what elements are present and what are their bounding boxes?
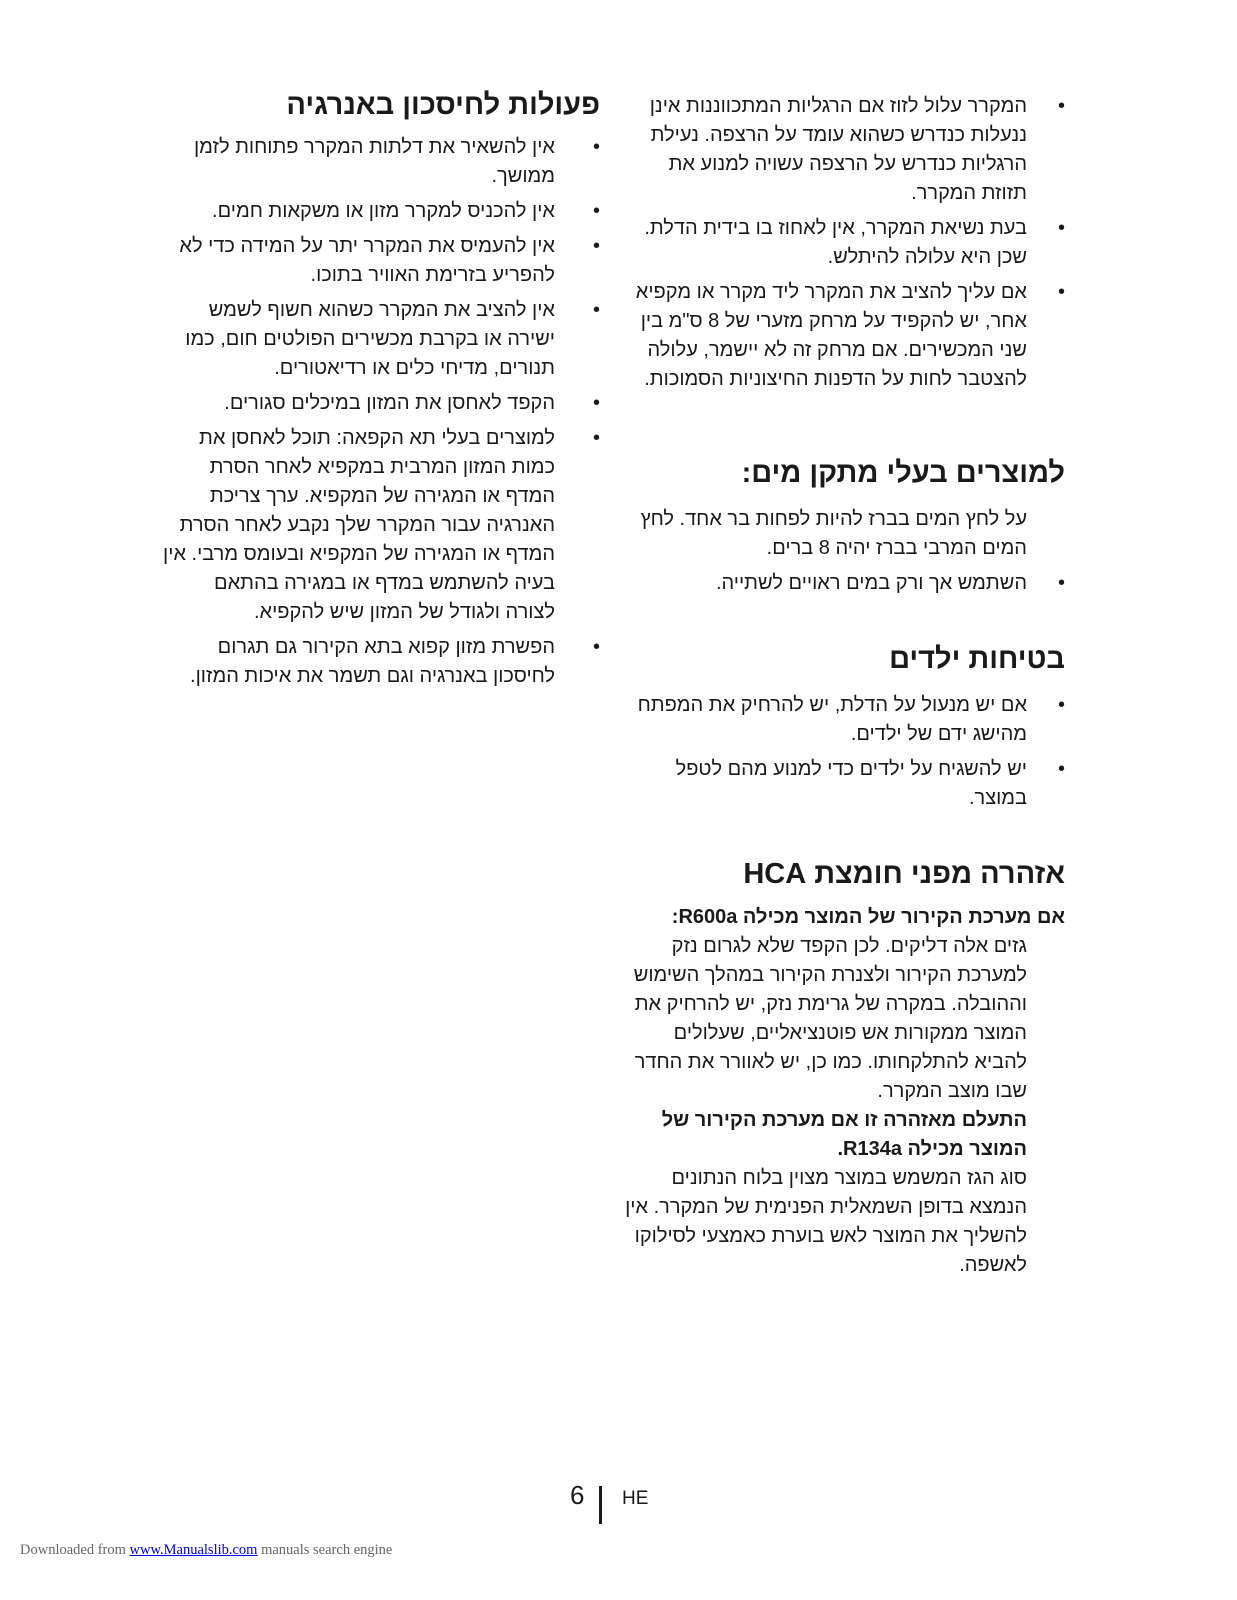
water-pressure-paragraph: על לחץ המים בברז להיות לפחות בר אחד. לחץ המים המרבי בברז יהיה 8 ברים. <box>640 507 1027 559</box>
energy-saving-list <box>160 133 600 691</box>
gas-type-paragraph: סוג הגז המשמש במוצר מצוין בלוח הנתונים הנמצא בדופן השמאלית הפנימית של המקרר. אין להשליך את המוצר לאש בוערת כאמצעי לסילוקו לאשפה. <box>625 1167 1027 1277</box>
list-item: • אין להכניס למקרר מזון או משקאות חמים. <box>160 197 555 226</box>
list-item: • אם עליך להציב את המקרר ליד מקרר או מקפיא אחר, יש להקפיד על מרחק מזערי של 8 ס"מ בין שני המכשירים. אם מרחק זה לא יישמר, עלולה להצטבר לחות על הדפנות החיצוניות הסמוכות. <box>625 278 1027 394</box>
hca-warning-heading: אזהרה מפני חומצת HCA <box>743 857 1065 890</box>
list-item: • אין להשאיר את דלתות המקרר פתוחות לזמן ממושך. <box>160 133 555 191</box>
language-code: HE <box>622 1488 649 1509</box>
left-column <box>160 88 600 697</box>
list-item: • המקרר עלול לזוז אם הרגליות המתכווננות אינן ננעלות כנדרש כשהוא עומד על הרצפה. נעילת הרגליות כנדרש על הרצפה עשויה למנוע את תזוזת המקרר. <box>625 92 1027 208</box>
list-item: • השתמש אך ורק במים ראויים לשתייה. <box>625 569 1027 598</box>
list-item: • למוצרים בעלי תא הקפאה: תוכל לאחסן את כמות המזון המרבית במקפיא לאחר הסרת המדף או המגירה של המקפיא. ערך צריכת האנרגיה עבור המקרר שלך נקבע לאחר הסרת המדף או המגירה של המקפיא ובעומס מרבי. אין בעיה להשתמש במדף או במגירה בהתאם לצורה ולגודל של המזון שיש להקפיא. <box>160 424 555 627</box>
list-item: • אין להעמיס את המקרר יתר על המידה כדי לא להפריע בזרימת האוויר בתוכו. <box>160 232 555 290</box>
child-safety-list <box>625 691 1065 813</box>
r134a-note: התעלם מאזהרה זו אם מערכת הקירור של המוצר מכילה R134a. <box>661 1109 1027 1161</box>
child-safety-heading: בטיחות ילדים <box>889 642 1065 675</box>
download-prefix: Downloaded from <box>20 1542 130 1558</box>
list-item: • הקפד לאחסן את המזון במיכלים סגורים. <box>160 389 555 418</box>
manualslib-link[interactable]: www.Manualslib.com <box>129 1542 258 1558</box>
list-item: • אם יש מנעול על הדלת, יש להרחיק את המפתח מהישג ידם של ילדים. <box>625 691 1027 749</box>
list-item: • בעת נשיאת המקרר, אין לאחוז בו בידית הדלת. שכן היא עלולה להיתלש. <box>625 214 1027 272</box>
r600a-note: אם מערכת הקירור של המוצר מכילה R600a: <box>671 906 1065 929</box>
list-item: • הפשרת מזון קפוא בתא הקירור גם תגרום לחיסכון באנרגיה וגם תשמר את איכות המזון. <box>160 633 555 691</box>
r600a-paragraph: גזים אלה דליקים. לכן הקפד שלא לגרום נזק למערכת הקירור ולצנרת הקירור במהלך השימוש וההובלה. במקרה של גרימת נזק, יש להרחיק את המוצר ממקורות אש פוטנציאליים, שעלולים להביא להתלקחותו. כמו כן, יש לאוורר את החדר שבו מוצב המקרר. <box>633 935 1027 1103</box>
water-dispenser-heading: למוצרים בעלי מתקן מים: <box>741 457 1065 489</box>
list-item: • יש להשגיח על ילדים כדי למנוע מהם לטפל במוצר. <box>625 755 1027 813</box>
refrigerator-placement-list <box>625 92 1065 394</box>
list-item: • אין להציב את המקרר כשהוא חשוף לשמש ישירה או בקרבת מכשירים הפולטים חום, כמו תנורים, מדיחי כלים או רדיאטורים. <box>160 296 555 383</box>
download-suffix: manuals search engine <box>257 1542 393 1558</box>
page-number: 6 <box>570 1480 585 1510</box>
water-list <box>625 569 1065 598</box>
right-column <box>625 88 1065 1280</box>
footer-divider <box>599 1486 602 1524</box>
energy-saving-heading: פעולות לחיסכון באנרגיה <box>286 89 600 121</box>
download-credit <box>20 1542 392 1559</box>
